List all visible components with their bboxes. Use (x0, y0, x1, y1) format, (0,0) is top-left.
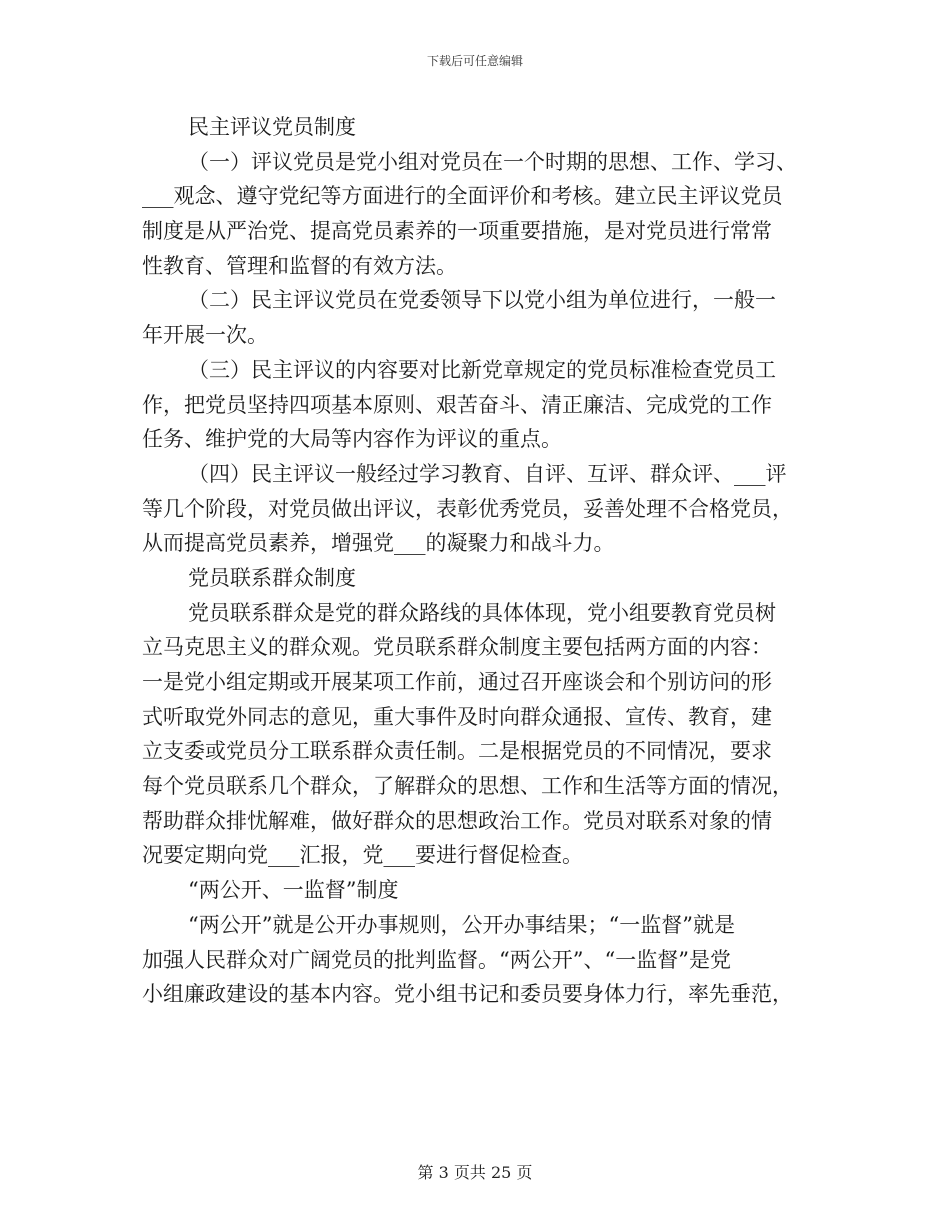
paragraph-line: （四）民主评议一般经过学习教育、自评、互评、群众评、___评 (188, 461, 787, 486)
paragraph-line: 立支委或党员分工联系群众责任制。二是根据党员的不同情况，要求 (142, 739, 772, 764)
header-note: 下载后可任意编辑 (426, 54, 523, 68)
paragraph-line: 式听取党外同志的意见，重大事件及时向群众通报、宣传、教育，建 (142, 704, 772, 729)
paragraph-line: 制度是从严治党、提高党员素养的一项重要措施，是对党员进行常常 (142, 219, 772, 244)
paragraph-line: （一）评议党员是党小组对党员在一个时期的思想、工作、学习、 (188, 149, 797, 174)
paragraph-line: 等几个阶段，对党员做出评议，表彰优秀党员，妥善处理不合格党员， (142, 496, 793, 521)
document-body (142, 110, 812, 1012)
paragraph-line: 加强人民群众对广阔党员的批判监督。“两公开”、“一监督”是党 (142, 947, 731, 972)
paragraph-line: （二）民主评议党员在党委领导下以党小组为单位进行，一般一 (188, 288, 776, 313)
paragraph-line: 年开展一次。 (142, 323, 268, 348)
paragraph-line: 从而提高党员素养，增强党___的凝聚力和战斗力。 (142, 531, 615, 556)
paragraph-line: 党员联系群众是党的群众路线的具体体现，党小组要教育党员树 (188, 600, 776, 625)
paragraph-line: 任务、维护党的大局等内容作为评议的重点。 (142, 427, 562, 452)
paragraph-line: 小组廉政建设的基本内容。党小组书记和委员要身体力行，率先垂范， (142, 982, 793, 1007)
paragraph-line: 一是党小组定期或开展某项工作前，通过召开座谈会和个别访问的形 (142, 670, 772, 694)
paragraph-line: 立马克思主义的群众观。党员联系群众制度主要包括两方面的内容： (142, 635, 772, 660)
paragraph-line: 性教育、管理和监督的有效方法。 (142, 253, 457, 278)
paragraph-line: 每个党员联系几个群众，了解群众的思想、工作和生活等方面的情况， (142, 774, 793, 799)
page-number: 第 3 页共 25 页 (417, 1163, 533, 1182)
paragraph-line: ___观念、遵守党纪等方面进行的全面评价和考核。建立民主评议党员 (142, 184, 783, 209)
section-heading: 民主评议党员制度 (188, 115, 356, 139)
section-heading: 党员联系群众制度 (188, 565, 356, 590)
paragraph-line: 帮助群众排忧解难，做好群众的思想政治工作。党员对联系对象的情 (142, 808, 772, 833)
section-heading: “两公开、一监督”制度 (188, 878, 399, 903)
paragraph-line: （三）民主评议的内容要对比新党章规定的党员标准检查党员工 (188, 357, 776, 382)
paragraph-line: 作，把党员坚持四项基本原则、艰苦奋斗、清正廉洁、完成党的工作 (142, 392, 772, 417)
paragraph-line: 况要定期向党___汇报，党___要进行督促检查。 (142, 843, 583, 868)
paragraph-line: “两公开”就是公开办事规则，公开办事结果；“一监督”就是 (188, 912, 735, 937)
